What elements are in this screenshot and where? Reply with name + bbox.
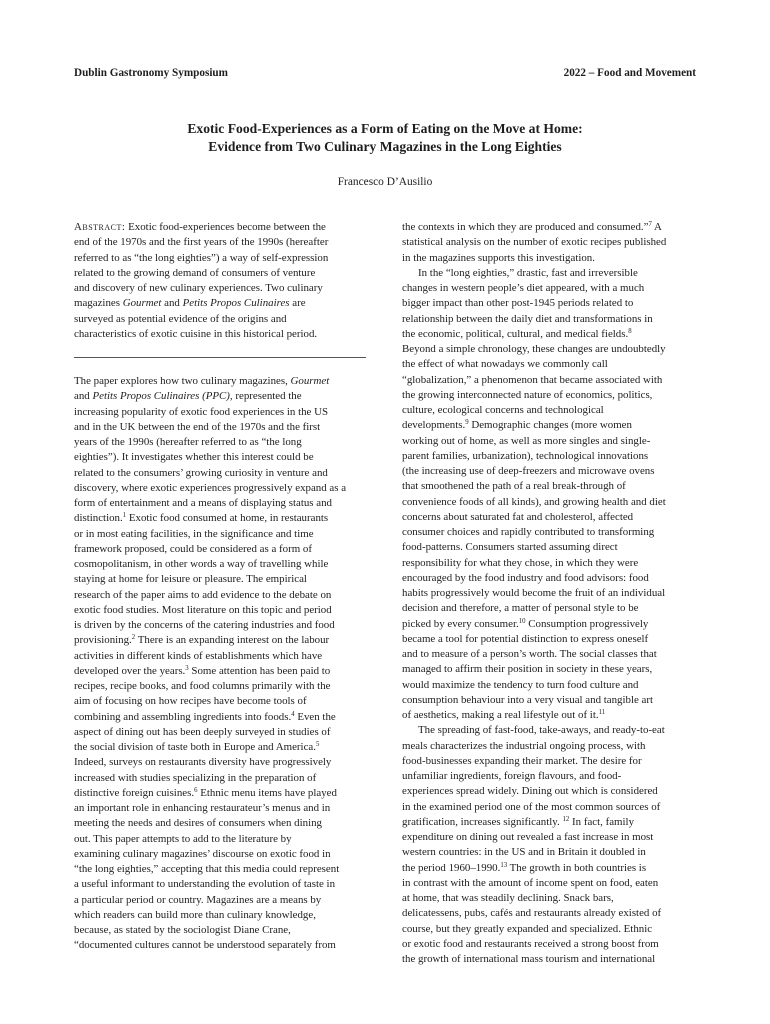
text-line: became a tool for potential distinction to express oneself xyxy=(402,632,649,645)
footnote-ref: 2 xyxy=(131,634,136,642)
text-line: because, as stated by the sociologist Diane Crane, xyxy=(74,924,291,936)
footnote-ref: 9 xyxy=(465,419,469,427)
text-line: and discovery of new culinary experiences. Two culinary xyxy=(74,282,323,294)
text-line: in the magazines supports this investigation. xyxy=(402,251,595,264)
text-line: and in the UK between the end of the 1970s and the first xyxy=(74,420,321,433)
footnote-ref: 6 xyxy=(194,786,198,794)
text-line: an important role in enhancing restaurateur’s menus and in xyxy=(74,802,331,814)
text-line: relationship between the daily diet and transformations in xyxy=(402,312,653,325)
text-line: activities in different kinds of establishments which have xyxy=(74,649,323,662)
text-line: increased with studies specializing in the preparation of xyxy=(74,771,317,784)
text-line: in contrast with the amount of income spent on food, eaten xyxy=(402,876,659,889)
text-line: provisioning.$^2$ There is an expanding interest on the labour xyxy=(74,634,330,647)
text-line: at home, that was steadily declining. Snack bars, xyxy=(402,892,614,904)
body-column-left xyxy=(74,374,368,954)
paper-title xyxy=(74,120,696,156)
text-line: discovery, where exotic experiences progressively expand as a xyxy=(74,481,347,494)
text-line: consumer choices and rapidly contributed to transforming xyxy=(402,526,655,538)
text-line: western countries: in the US and in Britain it doubled in xyxy=(402,846,646,859)
title-line-1: Exotic Food-Experiences as a Form of Eating on the Move at Home: xyxy=(187,121,583,136)
text-line: the social division of taste both in Europe and America.$^5$ xyxy=(74,741,320,753)
footnote-ref: 5 xyxy=(315,741,320,748)
text-line: managed to affirm their position in society in these years, xyxy=(402,663,653,676)
text-line: cosmopolitanism, in other words a way of travelling while xyxy=(74,558,329,570)
text-line: consumption behaviour into a very visual and tangible art xyxy=(402,693,654,706)
header-year-theme: 2022 – Food and Movement xyxy=(563,67,696,79)
text-line: responsibility for what they chose, in which they were xyxy=(402,556,639,569)
text-line: framework proposed, could be considered as a form of xyxy=(74,542,312,555)
text-line: the growing interconnected nature of economics, politics, xyxy=(402,388,653,401)
text-line: eighties”). It investigates whether this interest could be xyxy=(74,451,314,464)
text-line: bigger impact than other post-1945 periods related to xyxy=(402,297,634,310)
text-line: aspect of dining out has been deeply surveyed in studies of xyxy=(74,725,331,738)
text-line: The paper explores how two culinary magazines, Gourmet xyxy=(74,375,330,387)
text-line: encouraged by the food industry and food advisors: food xyxy=(402,571,649,584)
footnote-ref: 3 xyxy=(185,664,189,672)
text-line: meeting the needs and desires of consumers when dining xyxy=(74,817,323,830)
text-line: “the long eighties,” accepting that this media could represent xyxy=(74,863,340,875)
text-line: decision and therefore, a matter of personal style to be xyxy=(402,602,639,615)
footnote-ref: 7 xyxy=(648,221,652,228)
footnote-ref: 11 xyxy=(598,709,606,716)
text-line: staying at home for leisure or pleasure. The empirical xyxy=(74,573,307,586)
text-line: referred to as “the long eighties”) a way of self-expression xyxy=(74,251,329,264)
text-line: form of entertainment and a means of displaying status and xyxy=(74,497,332,509)
title-line-2: Evidence from Two Culinary Magazines in the Long Eighties xyxy=(208,139,562,154)
text-line: magazines Gourmet and Petits Propos Culinaires are xyxy=(74,297,306,310)
running-header xyxy=(74,67,696,79)
abstract-divider xyxy=(74,357,366,358)
text-line: parent families, urbanization), technological innovations xyxy=(402,449,649,462)
text-line: the economic, political, cultural, and medical fields.$^8$ xyxy=(402,327,632,340)
text-line: the contexts in which they are produced and consumed.”$^7$ A xyxy=(402,221,662,233)
text-line: combining and assembling ingredients into foods.$^4$ Even the xyxy=(74,710,336,723)
text-line: expenditure on dining out revealed a fast increase in most xyxy=(402,831,654,843)
text-line: In the “long eighties,” drastic, fast and irreversible xyxy=(418,266,638,279)
footnote-ref: 13 xyxy=(500,861,508,869)
text-line: picked by every consumer.$^{10}$ Consumption progressively xyxy=(402,617,649,630)
footnote-ref: 8 xyxy=(628,327,632,335)
text-line: course, but they greatly expanded and specialized. Ethnic xyxy=(402,922,653,935)
text-line: habits progressively would become the fruit of an individual xyxy=(402,587,666,599)
header-conference: Dublin Gastronomy Symposium xyxy=(74,67,228,79)
text-line: which readers can build more than culinary knowledge, xyxy=(74,908,316,921)
text-line: increasing popularity of exotic food experiences in the US xyxy=(74,405,329,418)
text-line: meals characterizes the industrial ongoing process, with xyxy=(402,739,646,752)
footnote-ref: 4 xyxy=(291,710,295,718)
text-line: and Petits Propos Culinaires (PPC), represented the xyxy=(74,390,302,403)
text-line: years of the 1990s (hereafter referred to as “the long xyxy=(74,436,302,448)
author-name: Francesco D’Ausilio xyxy=(337,176,433,188)
text-line: food-businesses expanding their market. The desire for xyxy=(402,754,642,767)
text-line: changes in western people’s diet appeared, with a much xyxy=(402,282,645,294)
text-line: unfamiliar ingredients, foreign flavours, and food- xyxy=(402,770,622,782)
text-line: working out of home, as well as more singles and single- xyxy=(402,434,651,447)
text-line: delicatessens, pubs, cafés and restaurants already existed of xyxy=(402,907,662,920)
text-line: aim of focusing on how recipes have become tools of xyxy=(74,695,307,708)
text-line: a useful informant to understanding the evolution of taste in xyxy=(74,878,336,891)
text-line: in the examined period one of the most common sources of xyxy=(402,800,661,813)
text-line: characteristics of exotic cuisine in this historical period. xyxy=(74,327,318,340)
footnote-ref: 12 xyxy=(562,815,570,823)
text-line: food-patterns. Consumers started assuming direct xyxy=(402,541,618,554)
text-line: the growth of international mass tourism and international xyxy=(402,953,656,965)
text-line: developments.$^9$ Demographic changes (more women xyxy=(402,419,632,432)
text-line: convenience foods of all kinds), and growing health and diet xyxy=(402,495,666,508)
text-line: developed over the years.$^3$ Some attention has been paid to xyxy=(74,664,331,677)
text-line: out. This paper attempts to add to the literature by xyxy=(74,832,292,845)
text-line: experiences spread widely. Dining out which is considered xyxy=(402,785,658,798)
text-line: Beyond a simple chronology, these changes are undoubtedly xyxy=(402,343,666,355)
text-line: or exotic food and restaurants received a strong boost from xyxy=(402,937,659,950)
text-line: “globalization,” a phenomenon that became associated with xyxy=(402,373,663,386)
body-column-right xyxy=(402,220,696,967)
abstract-label: Abstract: xyxy=(74,221,126,233)
text-line: The spreading of fast-food, take-aways, and ready-to-eat xyxy=(418,724,665,737)
text-line: that smoothened the path of a real break-through of xyxy=(402,480,626,493)
text-line: distinctive foreign cuisines.$^6$ Ethnic menu items have played xyxy=(74,786,337,799)
abstract xyxy=(74,220,368,342)
text-line: surveyed as potential evidence of the origins and xyxy=(74,312,287,325)
text-line: would maximize the tendency to turn food culture and xyxy=(402,678,639,691)
footnote-ref: 10 xyxy=(518,617,526,625)
text-line: is driven by the concerns of the catering industries and food xyxy=(74,619,335,631)
text-line: or in most eating facilities, in the significance and time xyxy=(74,527,314,540)
text-line: gratification, increases significantly. $^{12}$ In fact, family xyxy=(402,815,635,828)
text-line: examining culinary magazines’ discourse on exotic food in xyxy=(74,847,331,860)
text-line: (the increasing use of deep-freezers and microwave ovens xyxy=(402,465,655,477)
text-line: Exotic food-experiences become between the xyxy=(128,221,326,233)
text-line: statistical analysis on the number of exotic recipes published xyxy=(402,236,667,249)
text-line: a particular period or country. Magazines are a means by xyxy=(74,893,322,906)
text-line: the effect of what nowadays we commonly call xyxy=(402,358,608,371)
text-line: exotic food studies. Most literature on this topic and period xyxy=(74,603,332,616)
text-line: research of the paper aims to add evidence to the debate on xyxy=(74,588,332,601)
text-line: “documented cultures cannot be understood separately from xyxy=(74,939,336,952)
text-line: culture, ecological concerns and technological xyxy=(402,404,604,416)
text-line: related to the consumers’ growing curiosity in venture and xyxy=(74,466,328,479)
footnote-ref: 1 xyxy=(122,512,127,520)
text-line: concerns about saturated fat and cholesterol, affected xyxy=(402,510,634,523)
text-line: distinction.$^1$ Exotic food consumed at home, in restaurants xyxy=(74,512,329,525)
text-line: end of the 1970s and the first years of the 1990s (hereafter xyxy=(74,236,329,249)
text-line: Indeed, surveys on restaurants diversity have progressively xyxy=(74,756,332,769)
text-line: and to measure of a person’s worth. The social classes that xyxy=(402,648,657,660)
text-line: the period 1960–1990.13 The growth in both countries is xyxy=(402,861,647,874)
text-line: of aesthetics, making a real lifestyle out of it.$^{11}$ xyxy=(402,709,606,721)
text-line: related to the growing demand of consumers of venture xyxy=(74,266,316,279)
text-line: recipes, recipe books, and food columns primarily with the xyxy=(74,680,331,692)
